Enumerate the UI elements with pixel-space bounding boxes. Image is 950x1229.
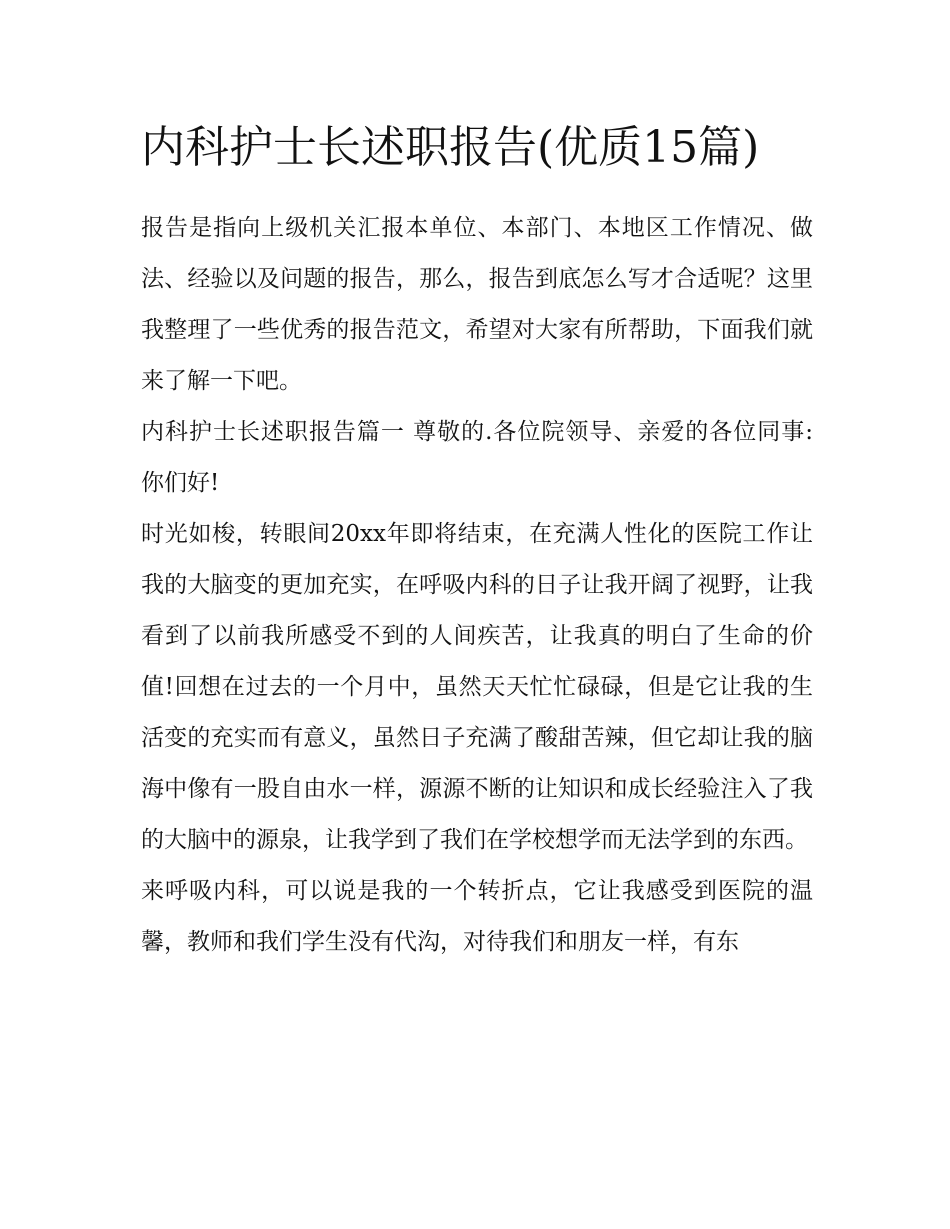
paragraph-intro: 报告是指向上级机关汇报本单位、本部门、本地区工作情况、做法、经验以及问题的报告，那么，报告到底怎么写才合适呢？这里我整理了一些优秀的报告范文，希望对大家有所帮助，下面我们就来了解一下吧。 (141, 215, 813, 394)
paragraph-body-2: 来呼吸内科，可以说是我的一个转折点，它让我感受到医院的温馨，教师和我们学生没有代沟，对待我们和朋友一样，有东 (141, 878, 813, 955)
document-body (141, 112, 813, 968)
paragraph-body-1: 时光如梭，转眼间20xx年即将结束，在充满人性化的医院工作让我的大脑变的更加充实，在呼吸内科的日子让我开阔了视野，让我看到了以前我所感受不到的人间疾苦，让我真的明白了生命的价值!回想在过去的一个月中，虽然天天忙忙碌碌，但是它让我的生活变的充实而有意义，虽然日子充满了酸甜苦辣，但它却让我的脑海中像有一股自由水一样，源源不断的让知识和成长经验注入了我的大脑中的源泉，让我学到了我们在学校想学而无法学到的东西。 (141, 521, 813, 853)
paragraph-salutation: 内科护士长述职报告篇一 尊敬的.各位院领导、亲爱的各位同事: 你们好! (141, 419, 813, 496)
document-title: 内科护士长述职报告(优质15篇) (141, 122, 760, 173)
